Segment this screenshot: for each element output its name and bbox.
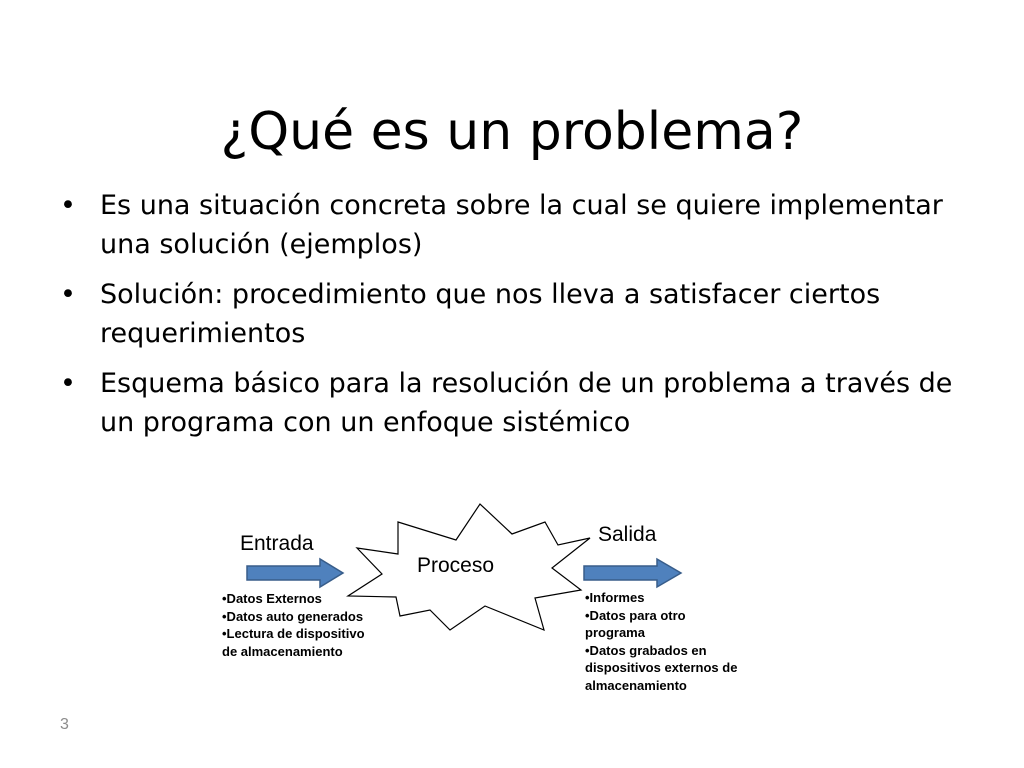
list-item: •Datos auto generados: [222, 608, 364, 624]
output-arrow-icon: [584, 559, 681, 587]
bullet-text: Solución: procedimiento que nos lleva a satisfacer ciertos requerimientos: [100, 279, 881, 349]
bullet-text: Es una situación concreta sobre la cual se quiere implementar una solución (ejemplos): [100, 190, 943, 260]
page-number: 3: [60, 716, 69, 733]
list-item: programa: [585, 625, 645, 640]
list-item: dispositivos externos de: [585, 660, 738, 675]
list-item: •Informes: [585, 590, 645, 605]
slide-title: ¿Qué es un problema?: [220, 101, 804, 162]
bullet-dot-icon: •: [60, 368, 76, 399]
list-item: •Datos para otro: [585, 607, 686, 623]
input-arrow-icon: [247, 559, 343, 587]
output-items-list: [585, 589, 737, 694]
list-item: •Datos grabados en: [585, 642, 707, 658]
process-label: Proceso: [417, 554, 495, 577]
list-item: •Lectura de dispositivo: [222, 626, 365, 641]
output-label: Salida: [598, 523, 657, 546]
list-item: •Datos Externos: [222, 591, 322, 606]
list-item: de almacenamiento: [222, 643, 343, 659]
list-item: almacenamiento: [585, 677, 687, 693]
bullet-dot-icon: •: [60, 279, 76, 310]
input-label: Entrada: [240, 532, 314, 555]
bullet-dot-icon: •: [60, 190, 76, 221]
input-items-list: [222, 590, 365, 660]
bullet-text: Esquema básico para la resolución de un problema a través de un programa con un enfoque sistémico: [100, 368, 953, 438]
